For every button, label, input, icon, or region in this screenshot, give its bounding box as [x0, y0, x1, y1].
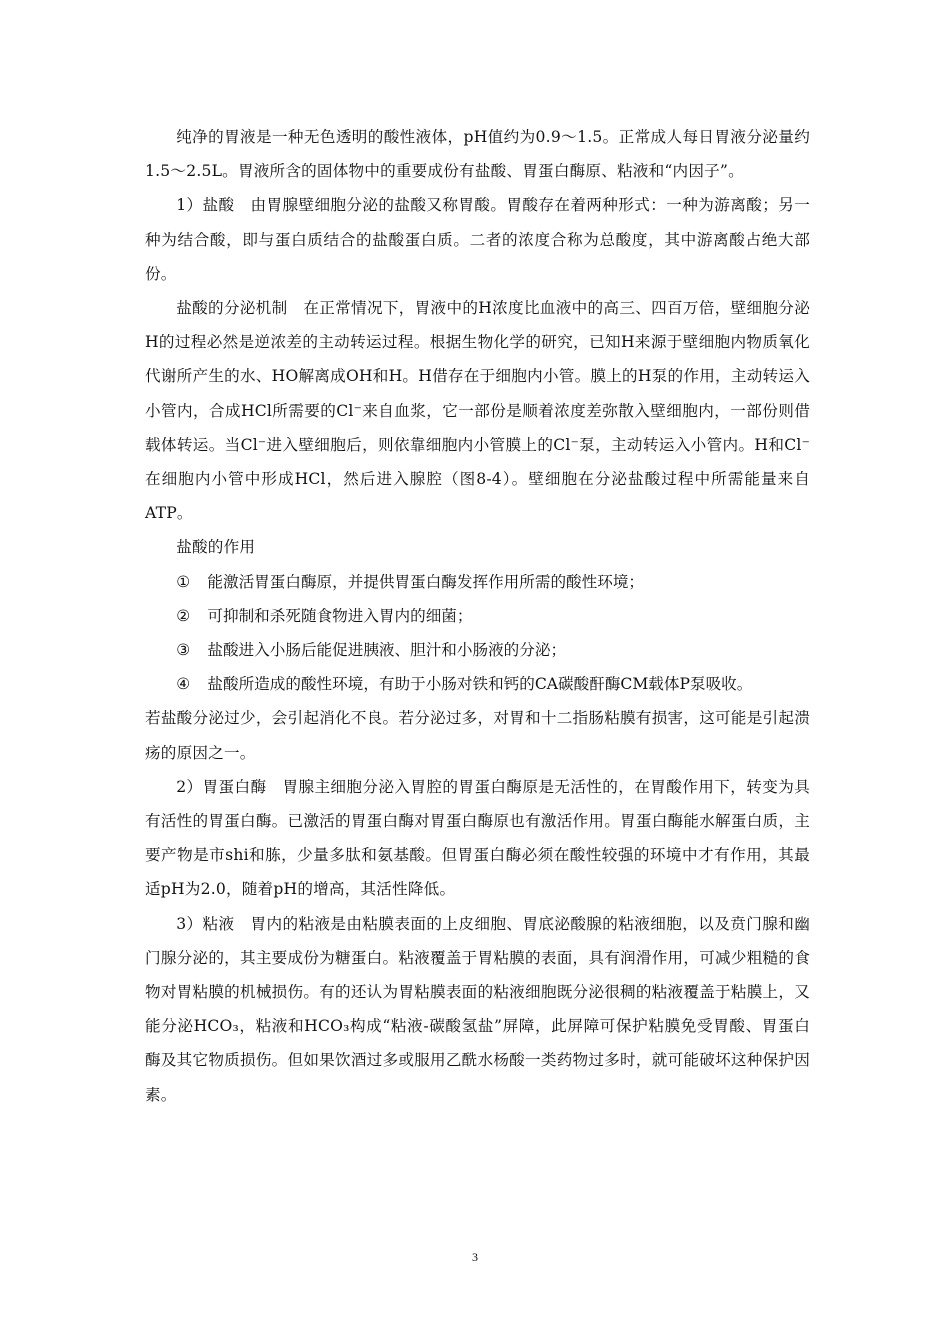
paragraph-gastric-juice-intro: 纯净的胃液是一种无色透明的酸性液体，pH值约为0.9～1.5。正常成人每日胃液分泌量约1.5～2.5L。胃液所含的固体物中的重要成份有盐酸、胃蛋白酶原、粘液和“内因子”。: [145, 128, 810, 181]
list-marker: ①: [176, 572, 191, 591]
paragraph-acid-imbalance: 若盐酸分泌过少，会引起消化不良。若分泌过多，对胃和十二指肠粘膜有损害，这可能是引起溃疡的原因之一。: [145, 709, 810, 762]
paragraph-pepsin: 2）胃蛋白酶 胃腺主细胞分泌入胃腔的胃蛋白酶原是无活性的，在胃酸作用下，转变为具有活性的胃蛋白酶。已激活的胃蛋白酶对胃蛋白酶原也有激活作用。胃蛋白酶能水解蛋白质，主要产物是市shi和胨，少量多肽和氨基酸。但胃蛋白酶必须在酸性较强的环境中才有作用，其最适pH为2.0，随着pH的增高，其活性降低。: [145, 777, 810, 899]
list-item-text: 盐酸所造成的酸性环境，有助于小肠对铁和钙的CA碳酸酐酶CM载体P泵吸收。: [207, 675, 753, 694]
list-marker: ③: [176, 641, 191, 660]
paragraph-acid-function-heading: 盐酸的作用: [176, 538, 256, 557]
list-item: [145, 599, 810, 633]
list-marker: ②: [176, 606, 191, 625]
list-item: [145, 633, 810, 667]
document-body: [145, 120, 810, 1112]
page-number: 3: [472, 1250, 478, 1264]
acid-function-list: [145, 565, 810, 702]
list-item: [145, 667, 810, 701]
paragraph-mucus: 3）粘液 胃内的粘液是由粘膜表面的上皮细胞、胃底泌酸腺的粘液细胞，以及贲门腺和幽门腺分泌的，其主要成份为糖蛋白。粘液覆盖于胃粘膜的表面，具有润滑作用，可减少粗糙的食物对胃粘膜的机械损伤。有的还认为胃粘膜表面的粘液细胞既分泌很稠的粘液覆盖于粘膜上，又能分泌HCO₃，粘液和HCO₃构成“粘液-碳酸氢盐”屏障，此屏障可保护粘膜免受胃酸、胃蛋白酶及其它物质损伤。但如果饮酒过多或服用乙酰水杨酸一类药物过多时，就可能破坏这种保护因素。: [145, 914, 810, 1104]
list-item-text: 能激活胃蛋白酶原，并提供胃蛋白酶发挥作用所需的酸性环境；: [207, 572, 645, 591]
paragraph-hydrochloric-acid: 1）盐酸 由胃腺壁细胞分泌的盐酸又称胃酸。胃酸存在着两种形式：一种为游离酸；另一种为结合酸，即与蛋白质结合的盐酸蛋白质。二者的浓度合称为总酸度，其中游离酸占绝大部份。: [145, 196, 810, 283]
list-item-text: 可抑制和杀死随食物进入胃内的细菌；: [207, 606, 473, 625]
paragraph-acid-secretion-mechanism: 盐酸的分泌机制 在正常情况下，胃液中的H浓度比血液中的高三、四百万倍，壁细胞分泌H的过程必然是逆浓差的主动转运过程。根据生物化学的研究，已知H来源于壁细胞内物质氧化代谢所产生的水、HO解离成OH和H。H借存在于细胞内小管。膜上的H泵的作用，主动转运入小管内，合成HCl所需要的Cl⁻来自血浆，它一部份是顺着浓度差弥散入壁细胞内，一部份则借载体转运。当Cl⁻进入壁细胞后，则依靠细胞内小管膜上的Cl⁻泵，主动转运入小管内。H和Cl⁻在细胞内小管中形成HCl，然后进入腺腔（图8-4）。壁细胞在分泌盐酸过程中所需能量来自ATP。: [145, 299, 810, 523]
list-item-text: 盐酸进入小肠后能促进胰液、胆汁和小肠液的分泌；: [207, 641, 567, 660]
list-marker: ④: [176, 675, 191, 694]
list-item: [145, 565, 810, 599]
